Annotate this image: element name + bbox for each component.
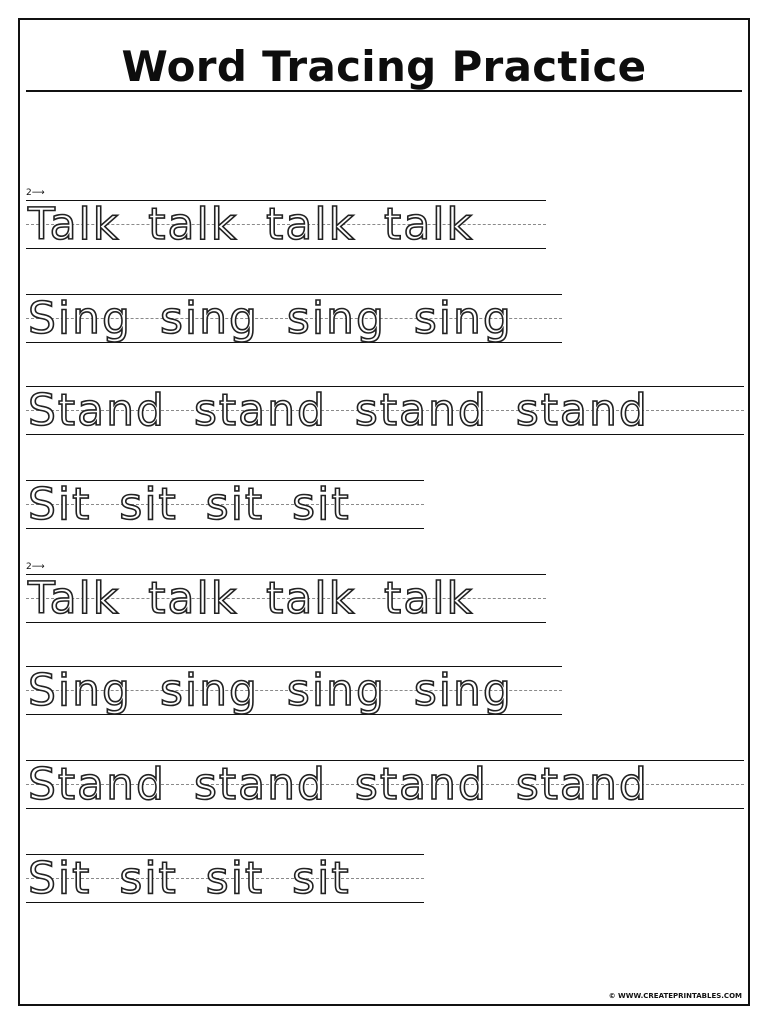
copyright-footer[interactable]: © WWW.CREATEPRINTABLES.COM bbox=[608, 992, 742, 1000]
stroke-arrow-icon: 2⟶ bbox=[26, 562, 45, 572]
tracing-words: Talk talk talk talk bbox=[28, 199, 474, 250]
stroke-arrow-icon: 2⟶ bbox=[26, 188, 45, 198]
tracing-row-4 bbox=[26, 480, 424, 532]
tracing-words: Sing sing sing sing bbox=[28, 293, 513, 344]
tracing-words: Sing sing sing sing bbox=[28, 665, 513, 716]
tracing-words: Talk talk talk talk bbox=[28, 573, 474, 624]
tracing-row-3 bbox=[26, 386, 744, 438]
worksheet-page bbox=[18, 18, 750, 1006]
tracing-row-1 bbox=[26, 188, 546, 252]
tracing-row-2 bbox=[26, 294, 562, 346]
tracing-row-8 bbox=[26, 854, 424, 906]
tracing-words: Sit sit sit sit bbox=[28, 853, 351, 904]
tracing-row-6 bbox=[26, 666, 562, 718]
title-divider bbox=[26, 90, 742, 92]
tracing-row-7 bbox=[26, 760, 744, 812]
tracing-words: Stand stand stand stand bbox=[28, 385, 649, 436]
tracing-row-5 bbox=[26, 562, 546, 626]
tracing-words: Stand stand stand stand bbox=[28, 759, 649, 810]
tracing-words: Sit sit sit sit bbox=[28, 479, 351, 530]
page-title: Word Tracing Practice bbox=[121, 42, 647, 91]
